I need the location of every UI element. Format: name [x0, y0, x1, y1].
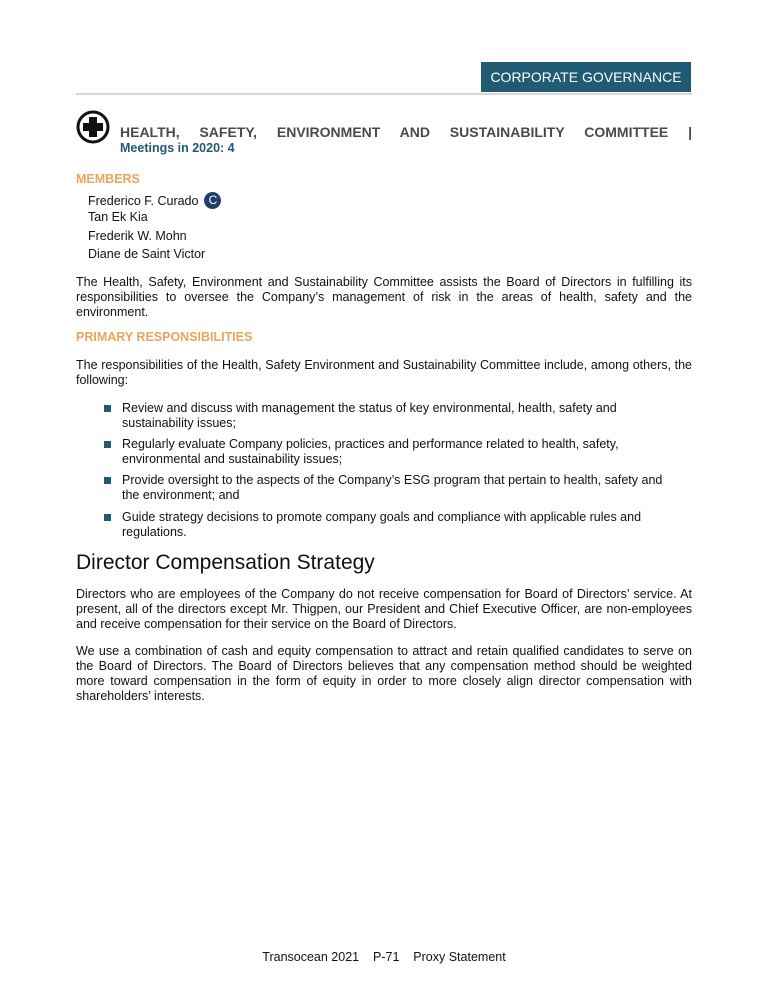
responsibilities-intro: The responsibilities of the Health, Safety Environment and Sustainability Committee include, among others, the following: [76, 358, 692, 387]
divider [76, 93, 692, 95]
members-label: MEMBERS [76, 172, 140, 186]
bullet-item [104, 437, 664, 467]
bullet-item [104, 401, 664, 431]
section-banner: CORPORATE GOVERNANCE [481, 62, 691, 92]
bullet-text: Regularly evaluate Company policies, practices and performance related to health, safety, environmental and sustainability issues; [122, 437, 619, 466]
paragraph: We use a combination of cash and equity compensation to attract and retain qualified candidates to serve on the Board of Directors. The Board of Directors believes that any compensation method should be weighted more toward compensation in the form of equity in order to more closely align director compensation with shareholders’ interests. [76, 644, 692, 703]
intro-paragraph: The Health, Safety, Environment and Sustainability Committee assists the Board of Directors in fulfilling its responsibilities to oversee the Company’s management of risk in the areas of health, safety and the environment. [76, 275, 692, 319]
bullet-icon [104, 405, 111, 412]
medical-cross-icon [76, 110, 110, 144]
paragraph: Directors who are employees of the Company do not receive compensation for Board of Directors’ service. At present, all of the directors except Mr. Thigpen, our President and Chief Executive Officer, are non-employees and receive compensation for their service on the Board of Directors. [76, 587, 692, 631]
member: Diane de Saint Victor [88, 247, 206, 261]
meetings-count: Meetings in 2020: 4 [120, 141, 235, 155]
bullet-icon [104, 477, 111, 484]
section-heading: Director Compensation Strategy [76, 551, 375, 574]
bullet-icon [104, 514, 111, 521]
bullet-item [104, 473, 664, 503]
member: Frederik W. Mohn [88, 229, 187, 243]
committee-title: HEALTH, SAFETY, ENVIRONMENT AND SUSTAINABILITY COMMITTEE | [120, 124, 692, 140]
member: Tan Ek Kia [88, 210, 148, 224]
member [88, 192, 221, 209]
page-footer: Transocean 2021 P-71 Proxy Statement [262, 950, 506, 964]
responsibilities-label: PRIMARY RESPONSIBILITIES [76, 330, 253, 344]
bullet-text: Provide oversight to the aspects of the Company’s ESG program that pertain to health, safety and the environment; and [122, 473, 663, 502]
bullet-text: Review and discuss with management the status of key environmental, health, safety and sustainability issues; [122, 401, 617, 430]
member-name: Frederico F. Curado [88, 194, 199, 208]
chair-badge: C [204, 192, 221, 209]
bullet-item [104, 510, 664, 540]
bullet-text: Guide strategy decisions to promote company goals and compliance with applicable rules and regulations. [122, 510, 642, 539]
bullet-icon [104, 441, 111, 448]
